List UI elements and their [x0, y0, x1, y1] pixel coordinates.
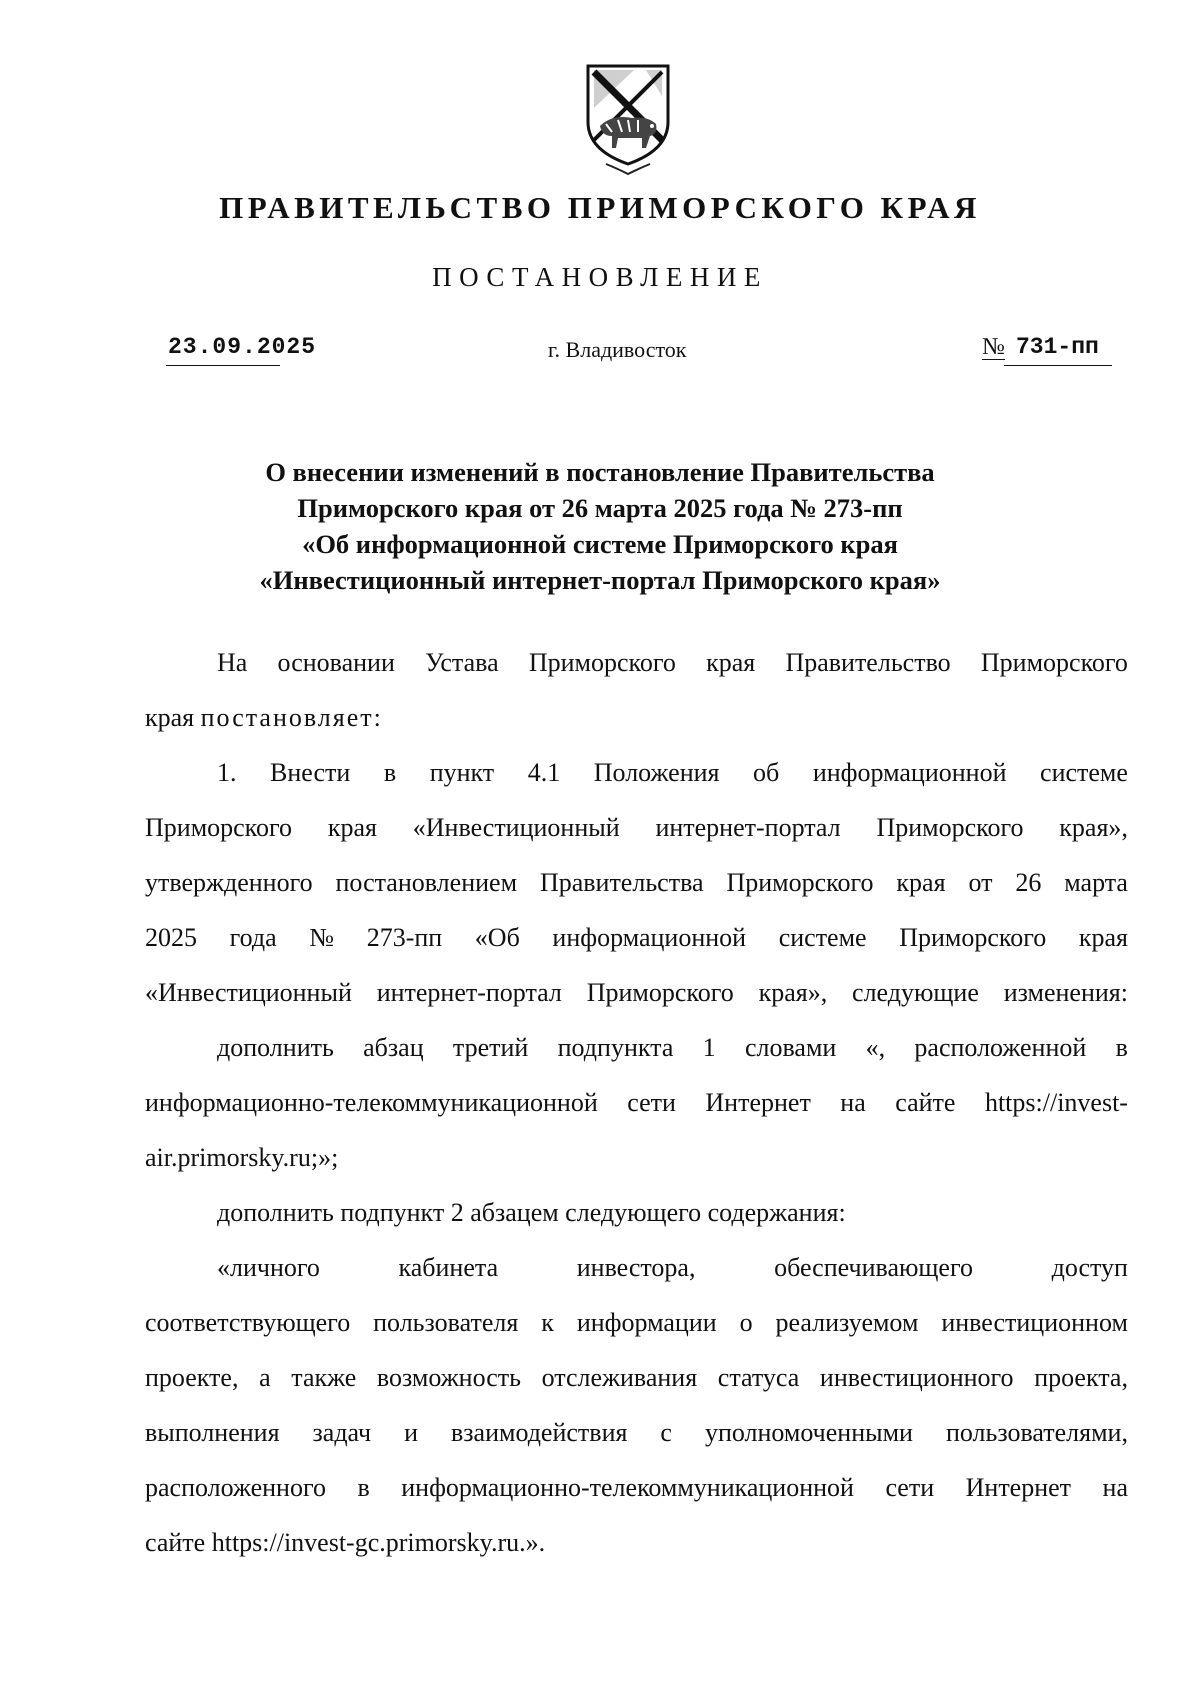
body-word: дополнить: [217, 1033, 334, 1062]
body-word: доступ: [1051, 1253, 1128, 1282]
body-word: уполномоченными: [704, 1418, 913, 1447]
body-line: [145, 976, 1128, 1031]
body-word: «Об: [474, 923, 520, 952]
body-word: края: [1078, 923, 1128, 952]
body-word: На: [217, 648, 248, 677]
body-line: [145, 1361, 1128, 1416]
body-word: информационной: [552, 923, 747, 952]
body-line: [145, 1471, 1128, 1526]
body-word: информационной: [812, 758, 1007, 787]
title-line: Приморского края от 26 марта 2025 года № 273-пп: [297, 493, 903, 523]
body-word: следующие: [852, 978, 979, 1007]
body-word: 4.1: [527, 758, 561, 787]
body-word: №: [309, 923, 335, 952]
body-word: об: [753, 758, 780, 787]
body-word: выполнения: [145, 1418, 280, 1447]
body-line: [145, 646, 1128, 701]
body-word: края: [327, 813, 377, 842]
body-word: в: [1115, 1033, 1128, 1062]
body-word: края»,: [758, 978, 828, 1007]
body-word: системе: [778, 923, 867, 952]
body-word: Приморского: [586, 978, 734, 1007]
body-word: соответствующего: [145, 1308, 351, 1337]
body-word: в: [357, 1473, 370, 1502]
document-body: [145, 646, 1128, 1581]
body-word: пункт: [429, 758, 495, 787]
body-word: Правительство: [785, 648, 951, 677]
body-word: «Инвестиционный: [145, 978, 352, 1007]
body-word: проекта,: [1034, 1363, 1128, 1392]
body-word: Приморского: [528, 648, 676, 677]
body-word: инвестиционном: [941, 1308, 1128, 1337]
body-word: края: [706, 648, 756, 677]
body-word: Приморского: [980, 648, 1128, 677]
document-type: ПОСТАНОВЛЕНИЕ: [432, 262, 768, 292]
body-word: края»,: [1059, 813, 1128, 842]
document-number: 731-пп: [1016, 334, 1099, 360]
body-text-spaced: постановляет:: [200, 703, 383, 732]
body-word: «Инвестиционный: [412, 813, 620, 842]
body-word: основании: [277, 648, 395, 677]
body-word: края: [896, 868, 946, 897]
body-word: Приморского: [899, 923, 1047, 952]
body-word: сети: [627, 1088, 676, 1117]
body-word: утвержденного: [145, 868, 313, 897]
title-line: «Об информационной системе Приморского края: [302, 529, 898, 559]
body-word: расположенной: [914, 1033, 1087, 1062]
body-word: информации: [576, 1308, 717, 1337]
date-underline: [166, 365, 280, 366]
body-word: статуса: [717, 1363, 800, 1392]
body-word: информационно-телекоммуникационной: [145, 1088, 598, 1117]
body-line: [145, 866, 1128, 921]
body-word: «личного: [217, 1253, 320, 1282]
body-word: интернет-портал: [376, 978, 562, 1007]
body-word: к: [541, 1308, 554, 1337]
body-word: Интернет: [965, 1473, 1072, 1502]
body-line: [145, 811, 1128, 866]
body-line: [145, 701, 1128, 756]
body-word: с: [660, 1418, 672, 1447]
body-word: марта: [1064, 868, 1128, 897]
body-word: Приморского: [726, 868, 874, 897]
body-word: подпункта: [557, 1033, 674, 1062]
body-word: Положения: [593, 758, 720, 787]
body-word: расположенного: [145, 1473, 326, 1502]
title-line: «Инвестиционный интернет-портал Приморского края»: [259, 565, 941, 595]
body-word: Внести: [270, 758, 351, 787]
body-word: 2025: [145, 923, 197, 952]
body-word: Правительства: [539, 868, 704, 897]
number-sign: №: [982, 334, 1005, 360]
body-word: кабинета: [398, 1253, 499, 1282]
body-word: информационно-телекоммуникационной: [401, 1473, 854, 1502]
body-word: о: [739, 1308, 753, 1337]
body-word: реализуемом: [775, 1308, 919, 1337]
body-word: а: [259, 1363, 271, 1392]
body-word: возможность: [376, 1363, 521, 1392]
organization-name: ПРАВИТЕЛЬСТВО ПРИМОРСКОГО КРАЯ: [219, 190, 981, 225]
body-line: [145, 756, 1128, 811]
body-text: края: [145, 703, 195, 732]
body-line: [145, 1306, 1128, 1361]
body-word: 1.: [217, 758, 237, 787]
body-line: air.primorsky.ru;»;: [145, 1143, 339, 1172]
body-word: https://invest-: [984, 1088, 1128, 1117]
body-word: в: [383, 758, 397, 787]
body-word: постановлением: [335, 868, 518, 897]
body-word: сайте: [895, 1088, 956, 1117]
body-word: Устава: [425, 648, 499, 677]
body-word: Интернет: [705, 1088, 811, 1117]
body-word: абзац: [363, 1033, 424, 1062]
body-word: Приморского: [145, 813, 293, 842]
title-line: О внесении изменений в постановление Правительства: [265, 457, 935, 487]
body-word: взаимодействия: [451, 1418, 628, 1447]
body-word: словами: [744, 1033, 837, 1062]
document-city: г. Владивосток: [548, 337, 687, 362]
body-word: пользователя: [373, 1308, 519, 1337]
coat-of-arms-icon: [572, 56, 684, 176]
body-word: инвестиционного: [819, 1363, 1014, 1392]
body-word: интернет-портал: [655, 813, 841, 842]
body-word: 273-пп: [366, 923, 443, 952]
body-line: [145, 1416, 1128, 1471]
body-word: пользователями,: [945, 1418, 1128, 1447]
body-word: проекте,: [145, 1363, 239, 1392]
body-word: сети: [885, 1473, 935, 1502]
body-word: от: [968, 868, 993, 897]
body-line: сайте https://invest-gc.primorsky.ru.».: [145, 1528, 546, 1557]
body-word: изменения:: [1003, 978, 1128, 1007]
body-word: инвестора,: [576, 1253, 696, 1282]
body-word: 1: [702, 1033, 716, 1062]
body-word: задач: [312, 1418, 372, 1447]
document-title: [190, 454, 1010, 598]
body-word: обеспечивающего: [774, 1253, 973, 1282]
body-word: на: [840, 1088, 866, 1117]
body-word: и: [404, 1418, 419, 1447]
body-line: [145, 1086, 1128, 1141]
body-word: 26: [1015, 868, 1042, 897]
body-line: [145, 921, 1128, 976]
body-word: «,: [865, 1033, 886, 1062]
body-word: третий: [452, 1033, 529, 1062]
body-word: отслеживания: [541, 1363, 698, 1392]
body-word: на: [1102, 1473, 1128, 1502]
body-word: системе: [1040, 758, 1128, 787]
document-date: 23.09.2025: [168, 334, 317, 360]
body-word: года: [229, 923, 277, 952]
body-line: [145, 1031, 1128, 1086]
number-underline: [1004, 365, 1112, 366]
body-line: [145, 1251, 1128, 1306]
body-word: также: [291, 1363, 357, 1392]
body-line: дополнить подпункт 2 абзацем следующего содержания:: [217, 1198, 846, 1227]
body-word: Приморского: [876, 813, 1024, 842]
